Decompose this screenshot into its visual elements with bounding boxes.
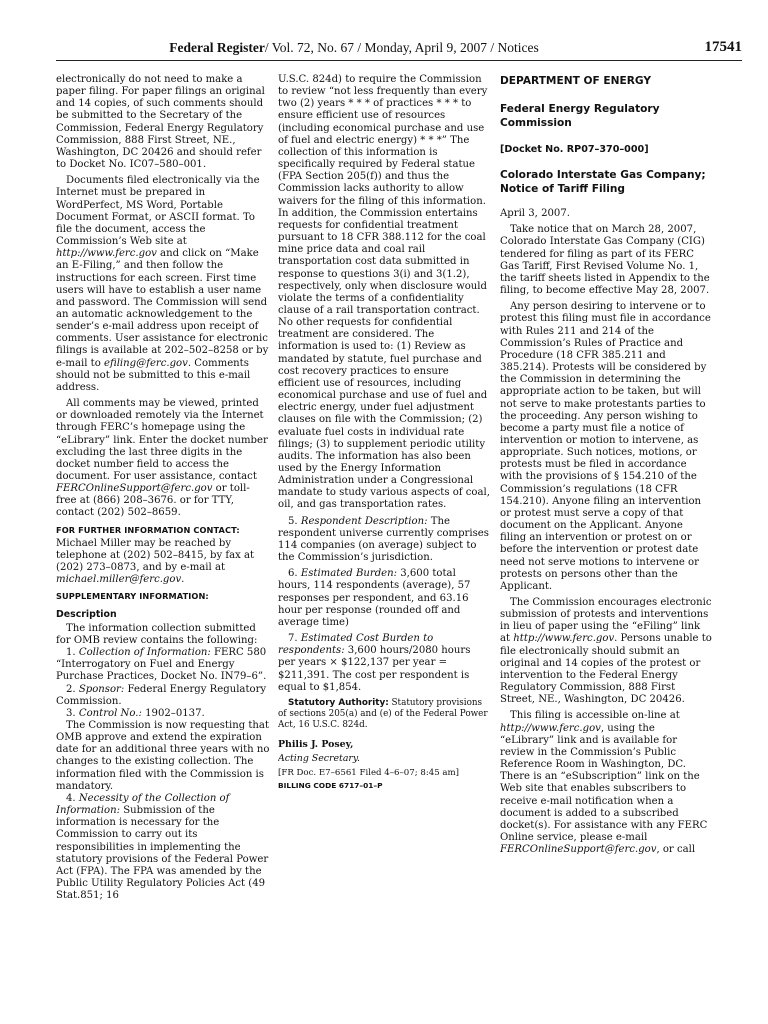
notice-title: Colorado Interstate Gas Company; Notice of Tariff Filing bbox=[500, 169, 706, 196]
signer-name: Philis J. Posey, bbox=[278, 738, 354, 750]
list-item: 1. Collection of Information: FERC 580 “Interrogatory on Fuel and Energy Purchase Practices, Docket No. IN79–6”. bbox=[56, 647, 267, 683]
contact-heading: FOR FURTHER INFORMATION CONTACT: bbox=[56, 524, 240, 535]
paragraph: The information collection submitted for OMB review contains the following: bbox=[56, 622, 258, 646]
paragraph: Documents filed electronically via the Internet must be prepared in WordPerfect, MS Word, Portable Document Format, or ASCII format. To file the document, access the Commission’s Web site at http://www.ferc.gov and click on “Make an E-Filing,” and then follow the instructions for each screen. First time users will have to establish a user name and password. The Commission will send an automatic acknowledgement to the sender’s e-mail address upon receipt of comments. User assistance for electronic filings is available at 202–502–8258 or by e-mail to efiling@ferc.gov. Comments should not be submitted to this e-mail address. bbox=[56, 175, 269, 393]
column-middle bbox=[278, 74, 490, 1010]
docket-number: [Docket No. RP07–370–000] bbox=[500, 144, 649, 155]
list-item: 2. Sponsor: Federal Energy Regulatory Commission. bbox=[56, 683, 267, 707]
online-support-email-link[interactable]: FERCOnlineSupport@ferc.gov bbox=[500, 844, 657, 856]
efiling-website-link[interactable]: http://www.ferc.gov bbox=[513, 633, 615, 645]
list-item: 7. Estimated Cost Burden to respondents: 3,600 hours/2080 hours per years × $122,137 per year = $211,391. The cost per respondent is equal to $1,854. bbox=[278, 633, 471, 693]
efiling-email-link[interactable]: efiling@ferc.gov bbox=[103, 357, 188, 369]
supplementary-heading: SUPPLEMENTARY INFORMATION: bbox=[56, 591, 209, 602]
signer-title: Acting Secretary. bbox=[278, 752, 360, 764]
publication-name: Federal Register bbox=[169, 40, 265, 55]
paragraph: Any person desiring to intervene or to protest this filing must file in accordance with Rules 211 and 214 of the Commission’s Rules of Practice and Procedure (18 CFR 385.211 and 385.214). Protests will be considered by the Commission in determining the appropriate action to be taken, but will not serve to make protestants parties to the proceeding. Any person wishing to become a party must file a notice of intervention or motion to intervene, as appropriate. Such notices, motions, or protests must be filed in accordance with the provisions of § 154.210 of the Commission’s regulations (18 CFR 154.210). Anyone filing an intervention or protest must serve a copy of that document on the Applicant. Anyone filing an intervention or protest on or before the intervention or protest date need not serve motions to intervene or protests on persons other than the Applicant. bbox=[500, 301, 711, 592]
fr-doc-line: [FR Doc. E7–6561 Filed 4–6–07; 8:45 am] bbox=[278, 768, 460, 779]
list-item: 4. Necessity of the Collection of Information: Submission of the information is necessary for the Commission to carry out its responsibilities in implementing the statutory provisions of the Federal Power Act (FPA). The FPA was amended by the Public Utility Regulatory Policies Act (49 Stat.851; 16 bbox=[56, 792, 269, 902]
list-item: 6. Estimated Burden: 3,600 total hours, 114 respondents (average), 57 responses per respondent, and 63.16 hour per response (rounded off and average time) bbox=[278, 568, 471, 628]
description-heading: Description bbox=[56, 608, 117, 620]
contact-email-link[interactable]: michael.miller@ferc.gov bbox=[56, 574, 182, 586]
paragraph: The Commission is now requesting that OMB approve and extend the expiration date for an additional three years with no changes to the existing collection. The information filed with the Commission is mandatory. bbox=[56, 719, 270, 792]
running-head bbox=[56, 40, 652, 56]
paragraph: electronically do not need to make a paper filing. For paper filings an original and 14 copies, of such comments should be submitted to the Secretary of the Commission, Federal Energy Regulatory Commission, 888 First Street, NE., Washington, DC 20426 and should refer to Docket No. IC07–580–001. bbox=[56, 74, 265, 171]
paragraph: This filing is accessible on-line at http://www.ferc.gov, using the “eLibrary” link and is available for review in the Commission’s Public Reference Room in Washington, DC. There is an “eSubscription” link on the Web site that enables subscribers to receive e-mail notification when a document is added to a subscribed docket(s). For assistance with any FERC Online service, please e-mail FERCOnlineSupport@ferc.gov, or call bbox=[500, 710, 708, 856]
ferc-website-link[interactable]: http://www.ferc.gov bbox=[56, 248, 157, 260]
elibrary-website-link[interactable]: http://www.ferc.gov bbox=[500, 722, 601, 734]
subagency-heading: Federal Energy Regulatory Commission bbox=[500, 103, 660, 129]
paragraph: Take notice that on March 28, 2007, Colorado Interstate Gas Company (CIG) tendered for filing as part of its FERC Gas Tariff, First Revised Volume No. 1, the tariff sheets listed in Appendix to the filing, to become effective May 28, 2007. bbox=[500, 224, 710, 297]
agency-heading: DEPARTMENT OF ENERGY bbox=[500, 75, 652, 87]
statutory-authority: Statutory Authority: Statutory provisions of sections 205(a) and (e) of the Federal Power Act, 16 U.S.C. 824d. bbox=[278, 697, 488, 730]
notice-date: April 3, 2007. bbox=[500, 208, 570, 220]
page-header bbox=[56, 38, 742, 61]
contact-paragraph: Michael Miller may be reached by telephone at (202) 502–8415, by fax at (202) 273–0873, and by e-mail at michael.miller@ferc.gov. bbox=[56, 537, 255, 586]
support-email-link[interactable]: FERCOnlineSupport@ferc.gov bbox=[56, 483, 213, 495]
paragraph: The Commission encourages electronic submission of protests and interventions in lieu of paper using the “eFiling” link at http://www.ferc.gov. Persons unable to file electronically should submit an original and 14 copies of the protest or intervention to the Federal Energy Regulatory Commission, 888 First Street, NE., Washington, DC 20426. bbox=[500, 597, 712, 706]
paragraph: U.S.C. 824d) to require the Commission to review “not less frequently than every two (2) years * * * of practices * * * to ensure efficient use of resources (including economical purchase and use of fuel and electric energy) * * *” The collection of this information is specifically required by Federal statue (FPA Section 205(f)) and thus the Commission lacks authority to allow waivers for the filing of this information. In addition, the Commission entertains requests for confidential treatment pursuant to 18 CFR 388.112 for the coal mine price data and coal rail transportation cost data submitted in response to questions 3(i) and 3(1.2), respectively, only when disclosure would violate the terms of a confidentiality clause of a rail transportation contract. No other requests for confidential treatment are considered. The information is used to: (1) Review as mandated by statute, fuel purchase and cost recovery practices to ensure efficient use of resources, including economical purchase and use of fuel and electric energy, under fuel adjustment clauses on file with the Commission; (2) evaluate fuel costs in individual rate filings; (3) to supplement periodic utility audits. The information has also been used by the Energy Information Administration under a Congressional mandate to study various aspects of coal, oil, and gas transportation rates. bbox=[278, 74, 490, 511]
column-left bbox=[56, 74, 270, 1010]
list-item: 3. Control No.: 1902–0137. bbox=[66, 707, 205, 719]
list-item: 5. Respondent Description: The respondent universe currently comprises 114 companies (on average) subject to the Commission’s jurisdiction. bbox=[278, 515, 489, 564]
billing-code: BILLING CODE 6717–01–P bbox=[278, 781, 383, 791]
paragraph: All comments may be viewed, printed or downloaded remotely via the Internet through FERC’s homepage using the “eLibrary” link. Enter the docket number excluding the last three digits in the docket number field to access the document. For user assistance, contact FERCOnlineSupport@ferc.gov or toll-free at (866) 208–3676. or for TTY, contact (202) 502–8659. bbox=[56, 398, 268, 519]
issue-details: / Vol. 72, No. 67 / Monday, April 9, 2007 / Notices bbox=[264, 40, 539, 55]
column-right bbox=[500, 74, 712, 1010]
page-number: 17541 bbox=[704, 39, 742, 55]
